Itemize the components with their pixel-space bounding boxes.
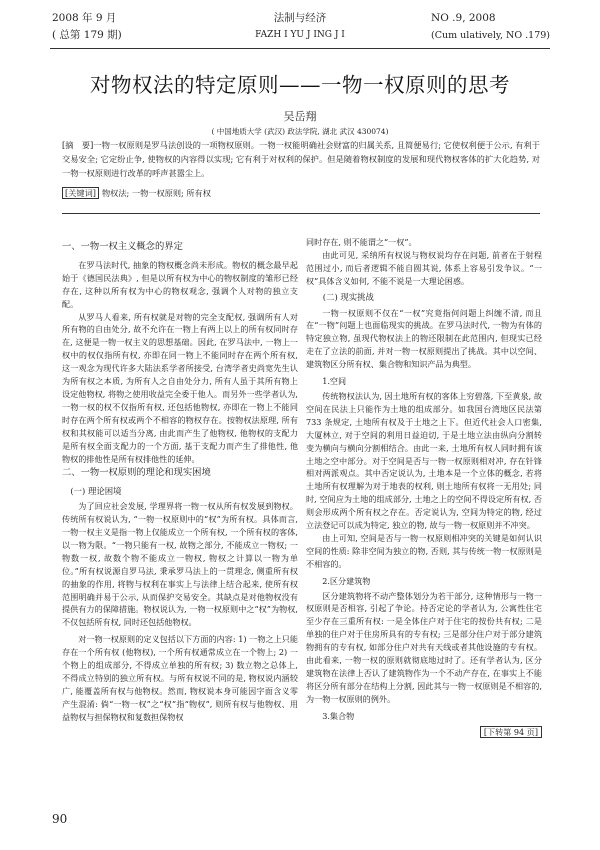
keywords-label: [关键词] <box>62 187 99 199</box>
keywords-text: 物权法; 一物一权原则; 所有权 <box>101 188 211 198</box>
journal-name: 法制与经济 <box>273 12 327 24</box>
paragraph: 同时存在, 则不能谓之“一权”。 <box>306 237 417 247</box>
header-center <box>235 10 365 44</box>
abstract <box>62 139 540 180</box>
paragraph: 由上可知, 空间是否与一物一权原则相冲突的关键是如何认识空间的性质: 除非空间为独立的物, 否则, 其与传统一物一权原则是不相容的。 <box>306 532 542 569</box>
item-heading: 1.空间 <box>322 376 347 387</box>
author-affiliation: ( 中国地质大学 (武汉) 政法学院, 湖北 武汉 430074) <box>211 127 389 136</box>
page-number: 90 <box>52 812 68 826</box>
paragraph: 传统物权法认为, 因土地所有权的客体上穷碧落, 下至黄泉, 故空间在民法上只能作为土地的组成部分。如我国台湾地区民法第 733 条规定, 土地所有权及于土地之上下。但近代社会人口密集, 大厦林立, 对于空间的利用日益迫切, 于是土地立法由纵向分割转变为横向与横向分割相结合。由此一来, 土地所有权人同时拥有该土地之空中部分。对于空间是否与一物一权原则相对冲, 存在针锋相对两派观点。其中否定说认为, 土地本是一个立体的概念, 若将土地所有权理解为对于地表的权利, 则土地所有权将一无用处; 同时, 空间应为土地的组成部分, 土地之上的空间不得设定所有权, 否则会形成两个所有权之存在。否定说认为, 空间为特定的物, 经过立法登记可以成为特定, 独立的物, 故与一物一权原则并不冲突。 <box>306 390 542 531</box>
header-rule <box>50 48 550 49</box>
right-column <box>306 236 542 739</box>
continued-notice <box>306 726 542 739</box>
header-number: NO .9, 2008 <box>431 12 496 24</box>
paragraph: 由此可见, 采纳所有权说与物权说均存在问题, 前者在于射程范围过小, 而后者逻辑不能自圆其说, 体系上容易引发争议。“一权”具体含义如何, 不能不说是一大理论困惑。 <box>306 249 542 286</box>
header-left <box>52 10 122 44</box>
header-cumulative: (Cum ulatively, NO .179) <box>431 30 550 41</box>
abstract-rule <box>62 213 540 214</box>
header-date: 2008 年 9 月 <box>52 12 117 24</box>
paragraph: 一物一权原则不仅在“一权”究竟指何问题上纠缠不清, 而且在“一物”问题上也面临现实的挑战。在罗马法时代, 一物为有体的特定独立物, 虽现代物权法上的物还限制在此范围内, 但现实已经走在了立法的前面, 并对一物一权原则提出了挑战。其中以空间、建筑物区分所有权、集合物和知识产品为典型。 <box>306 307 542 370</box>
paragraph: 为了回应社会发展, 学理界将一物一权从所有权发展到物权。传统所有权说认为, “一物一权原则中的“权”为所有权。具体而言, 一物一权主义是指一物上仅能成立一个所有权, 一个所有权的客体, 以一物为限。“一物只能有一权, 故物之部分, 不能成立一物权; 一物数一权, 故数个物不能成立一物权, 物权之计算以一物为单位。”所有权说源自罗马法, 秉承罗马法上的一贯理念, 侧重所有权的抽象的作用, 将物与权利在事实上与法律上结合起来, 使所有权范围明确并易于公示, 从而保护交易安全。其缺点是对他物权没有提供有力的保障措施。物权说认为, 一物一权原则中之“权”为物权, 不仅包括所有权, 同时还包括他物权。 <box>62 501 298 628</box>
article-author: 吴岳翔 <box>283 110 317 123</box>
left-column <box>62 236 298 724</box>
subsection-heading: (一) 理论困境 <box>70 486 122 497</box>
header-issue: ( 总第 179 期) <box>52 29 122 41</box>
keywords <box>62 187 540 200</box>
article-title: 对物权法的特定原则——一物一权原则的思考 <box>90 73 510 97</box>
paragraph: 区分建筑物将不动产整体划分为若干部分, 这种情形与一物一权原则是否相容, 引起了争论。持否定论的学者认为, 公寓性住宅至少存在三重所有权: 一是全体住户对于住宅的按份共有权; 二是单独的住户对于住房所具有的专有权; 三是部分住户对于部分建筑物拥有的专有权, 如部分住户对共有天线或者其他设施的专有权。由此看来, 一物一权的原则就彻底地过时了。还有学者认为, 区分建筑物在法律上否认了建筑物作为一个不动产存在, 在事实上不能将区分所有部分在结构上分割, 因此其与一物一权原则是不相容的, 为一物一权原则的例外。 <box>306 590 542 704</box>
item-heading: 2.区分建筑物 <box>322 575 371 586</box>
section-2-heading: 二、一物一权原则的理论和现实困境 <box>62 467 211 479</box>
paragraph: 从罗马人看来, 所有权就是对物的完全支配权, 强调所有人对所有物的自由处分, 故不允许在一物上有两上以上的所有权同时存在, 这便是一物一权主义的思想基础。因此, 在罗马法中, 一物上一权中的权仅指所有权, 亦即在同一物上不能同时存在两个所有权, 这一观念为现代许多大陆法系学者所接受, 台湾学者史尚宽先生认为所有权之本质, 为所有人之自由处分力, 所有人虽于其所有物上设定他物权, 将物之使用收益完全委于他人。而另外一些学者认为, 一物一权的权不仅指所有权, 还包括他物权, 亦即在一物上不能同时存在两个所有权或两个不相容的物权存在。按物权法原理, 所有权和其权能可以适当分离, 由此而产生了他物权, 他物权的支配力是所有权全面支配力的一个方面, 基于支配力而产生了排他性, 他物权的排他性是所有权排他性的延伸。 <box>62 311 298 464</box>
journal-pinyin: FAZH I YU J ING J I <box>255 30 345 40</box>
paragraph: 在罗马法时代, 抽象的物权概念尚未形成。物权的概念最早起始于《德国民法典》, 但是以所有权为中心的物权制度的雏形已经存在, 这种以所有权为中心的物权观念, 强调个人对物的独立支配。 <box>62 259 298 309</box>
subsection-heading: (二) 现实挑战 <box>322 291 374 302</box>
abstract-label: [摘 要] <box>62 140 94 150</box>
paragraph: 对一物一权原则的定义包括以下方面的内容: 1) 一物之上只能存在一个所有权 (他物权), 一个所有权通常成立在一个物上; 2) 一个物上的组成部分, 不得成立单独的所有权; 3) 数立物之总体上, 不得成立特别的独立所有权。与所有权说不同的是, 物权说内涵较广, 能覆盖所有权与他物权。然而, 物权说本身可能因字面含义零产生混淆: 倘“一物一权”之“权”指“物权”, 则所有权与他物权、用益物权与担保物权和复数担保物权 <box>62 634 298 722</box>
section-1-heading: 一、一物一权主义概念的界定 <box>62 241 183 252</box>
abstract-text: 一物一权原则是罗马法创设的一项物权原则。一物一权能明确社会财富的归属关系, 且简便易行; 它使权利便于公示, 有利于交易安全; 它定纷止争, 使物权的内容得以实现; 它有利于对权利的保护。但是随着物权制度的发展和现代物权客体的扩大化趋势, 对一物一权原则进行改革的呼声甚嚣尘上。 <box>62 140 540 178</box>
item-heading: 3.集合物 <box>322 710 355 721</box>
continued-label: [下转第 94 页] <box>480 726 542 738</box>
header-right <box>431 10 550 44</box>
